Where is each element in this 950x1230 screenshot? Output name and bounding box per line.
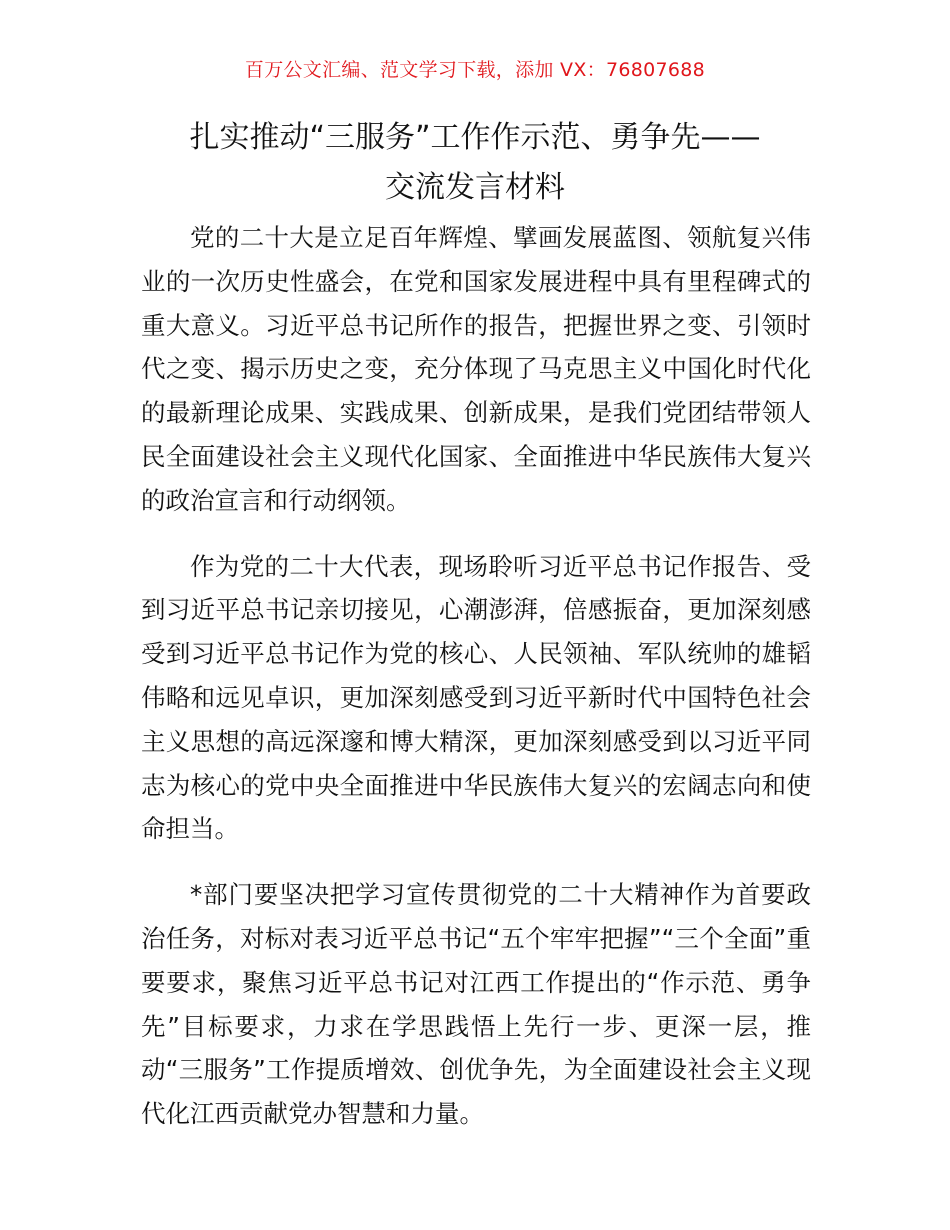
header-watermark-note: 百万公文汇编、范文学习下载，添加 VX：76807688 (244, 59, 706, 81)
title-line-2: 交流发言材料 (385, 170, 565, 205)
body-paragraph-2: 作为党的二十大代表，现场聆听习近平总书记作报告、受到习近平总书记亲切接见，心潮澎湃，倍感振奋，更加深刻感受到习近平总书记作为党的核心、人民领袖、军队统帅的雄韬伟略和远见卓识，更加深刻感受到习近平新时代中国特色社会主义思想的高远深邃和博大精深，更加深刻感受到以习近平同志为核心的党中央全面推进中华民族伟大复兴的宏阔志向和使命担当。 (141, 551, 811, 844)
document-body (141, 216, 811, 1158)
body-paragraph-1: 党的二十大是立足百年辉煌、擘画发展蓝图、领航复兴伟业的一次历史性盛会，在党和国家发展进程中具有里程碑式的重大意义。习近平总书记所作的报告，把握世界之变、引领时代之变、揭示历史之变，充分体现了马克思主义中国化时代化的最新理论成果、实践成果、创新成果，是我们党团结带领人民全面建设社会主义现代化国家、全面推进中华民族伟大复兴的政治宣言和行动纲领。 (141, 223, 811, 515)
body-paragraph-3: *部门要坚决把学习宣传贯彻党的二十大精神作为首要政治任务，对标对表习近平总书记“五个牢牢把握”“三个全面”重要要求，聚焦习近平总书记对江西工作提出的“作示范、勇争先”目标要求，力求在学思践悟上先行一步、更深一层，推动“三服务”工作提质增效、创优争先，为全面建设社会主义现代化江西贡献党办智慧和力量。 (141, 880, 811, 1129)
title-line-1: 扎实推动“三服务”工作作示范、勇争先—— (189, 120, 761, 155)
document-title (120, 113, 830, 213)
